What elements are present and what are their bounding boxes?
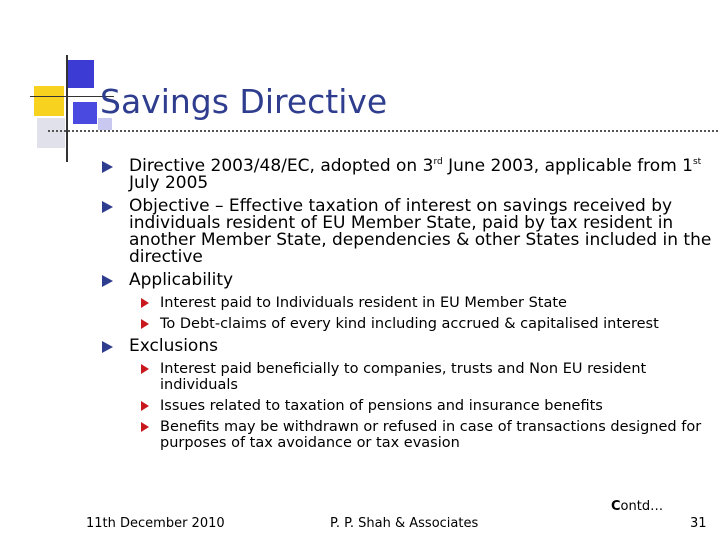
sub-bullet-text: Interest paid to Individuals resident in EU Member State [160,295,567,311]
sub-bullet-list [129,295,714,332]
bullet-arrow-icon [102,161,113,173]
ordinal-suffix: st [692,157,702,167]
footer-date: 11th December 2010 [86,516,225,531]
continued-rest: ontd… [620,499,664,514]
bullet-applicability [102,272,714,332]
slide-title: Savings Directive [100,82,388,121]
decor-gray-square [37,118,65,148]
sub-bullet-text: Benefits may be withdrawn or refused in case of transactions designed for purposes of tax avoidance or tax evasion [160,419,702,451]
sub-bullet-arrow-icon [141,298,149,308]
decor-yellow-square [34,86,64,116]
bullet-directive [102,158,714,192]
sub-bullet-text: To Debt-claims of every kind including accrued & capitalised interest [160,316,659,332]
bullet-text: Applicability [129,270,234,290]
bullet-list [102,158,714,457]
sub-bullet-arrow-icon [141,319,149,329]
bullet-text: June 2003, applicable from 1 [442,156,693,176]
decor-blue-square-small [73,102,97,124]
sub-bullet-text: Issues related to taxation of pensions and insurance benefits [160,398,603,414]
sub-bullet [129,419,714,451]
sub-bullet-text: Interest paid beneficially to companies, trusts and Non EU resident individuals [160,361,647,393]
bullet-arrow-icon [102,275,113,287]
sub-bullet-arrow-icon [141,422,149,432]
footer-author: P. P. Shah & Associates [330,516,479,531]
footer-page-number: 31 [690,516,707,531]
bullet-objective [102,198,714,266]
bullet-text: Directive 2003/48/EC, adopted on 3 [129,156,434,176]
continued-initial: C [611,499,621,514]
bullet-text: Exclusions [129,336,218,356]
ordinal-suffix: rd [433,157,443,167]
sub-bullet [129,361,714,393]
bullet-text: July 2005 [129,173,209,193]
continued-label [611,499,663,514]
sub-bullet [129,398,714,414]
bullet-text: Objective – Effective taxation of interest on savings received by individuals resident of EU Member State, paid by tax resident in another Member State, dependencies & other States included in the directive [129,196,712,267]
sub-bullet [129,295,714,311]
title-divider [48,130,718,132]
bullet-arrow-icon [102,341,113,353]
sub-bullet [129,316,714,332]
sub-bullet-arrow-icon [141,401,149,411]
sub-bullet-list [129,361,714,451]
bullet-arrow-icon [102,201,113,213]
bullet-exclusions [102,338,714,451]
decor-blue-square [66,60,94,88]
decor-vertical-line [66,55,68,162]
sub-bullet-arrow-icon [141,364,149,374]
